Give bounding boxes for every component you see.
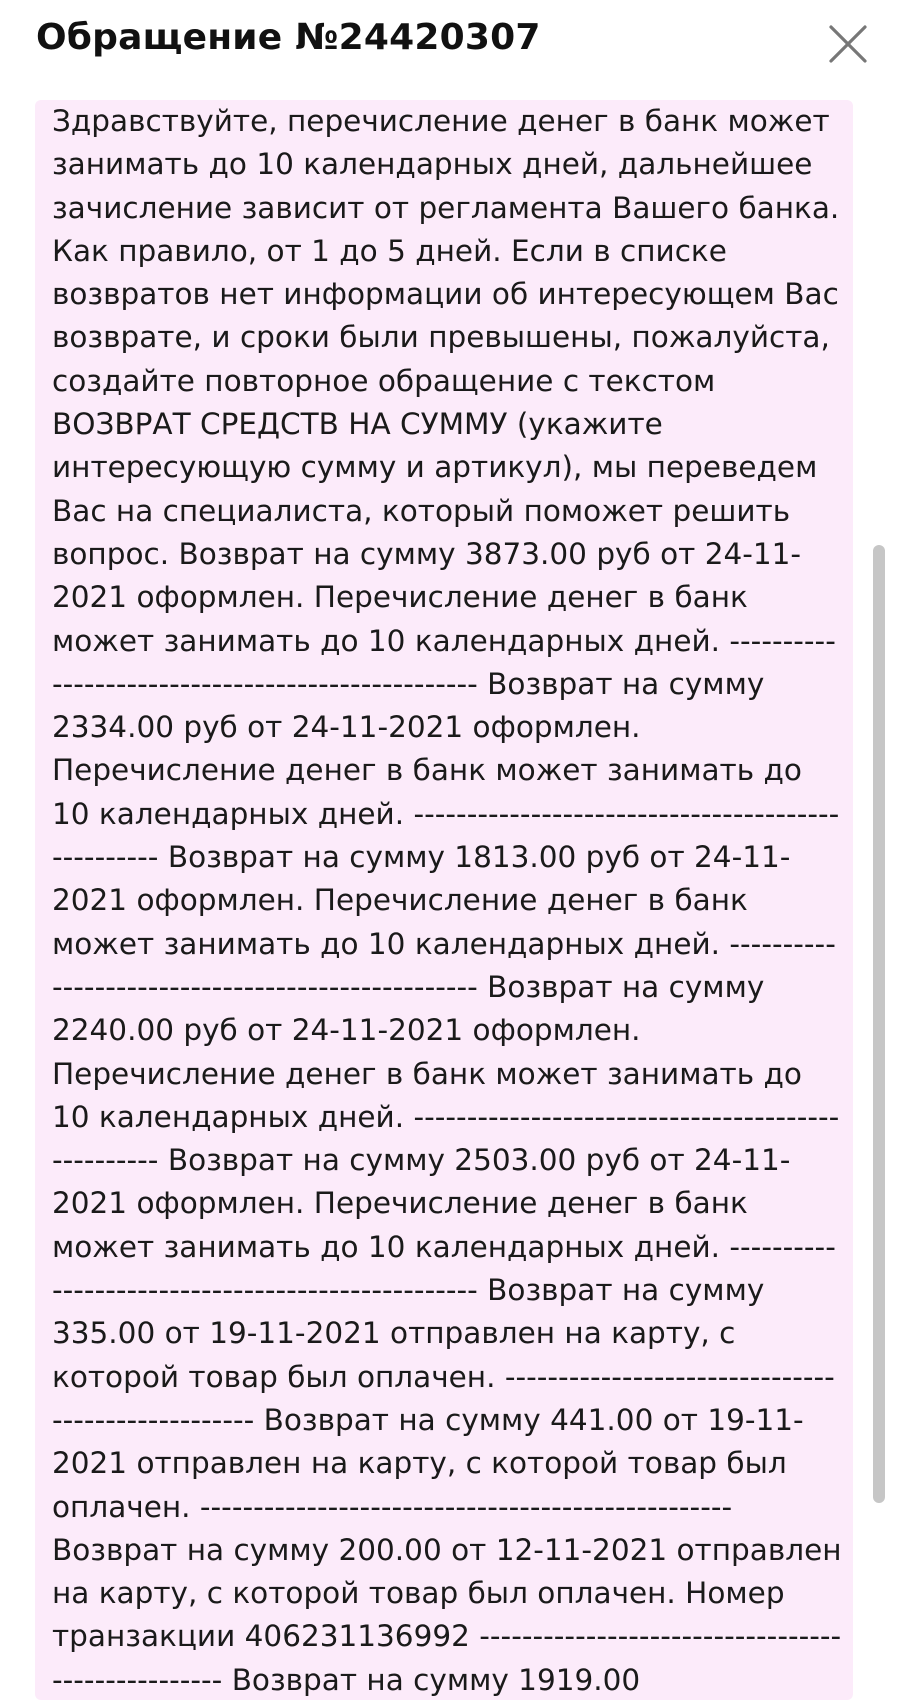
- message-text: Здравствуйте, перечисление денег в банк может занимать до 10 календарных дней, дальнейшее зачисление зависит от регламента Вашего банка. Как правило, от 1 до 5 дней. Если в списке возвратов нет информации об интересующем Вас возврате, и сроки были превышены, пожалуйста, создайте повторное обращение с текстом ВОЗВРАТ СРЕДСТВ НА СУММУ (укажите интересующую сумму и артикул), мы переведем Вас на специалиста, который поможет решить вопрос. Возврат на сумму 3873.00 руб от 24-11-2021 оформлен. Перечисление денег в банк может занимать до 10 календарных дней. -------------------------------------------------- Возврат на сумму 2334.00 руб от 24-11-2021 оформлен. Перечисление денег в банк может занимать до 10 календарных дней. -------------------------------------------------- Возврат на сумму 1813.00 руб от 24-11-2021 оформлен. Перечисление денег в банк может занимать до 10 календарных дней. -------------------------------------------------- Возврат на сумму 2240.00 руб от 24-11-2021 оформлен. Перечисление денег в банк может занимать до 10 календарных дней. -------------------------------------------------- Возврат на сумму 2503.00 руб от 24-11-2021 оформлен. Перечисление денег в банк может занимать до 10 календарных дней. -------------------------------------------------- Возврат на сумму 335.00 от 19-11-2021 отправлен на карту, с которой товар был оплачен. -------------------------------------------------- Возврат на сумму 441.00 от 19-11-2021 отправлен на карту, с которой товар был оплачен. -------------------------------------------------- Возврат на сумму 200.00 от 12-11-2021 отправлен на карту, с которой товар был оплачен. Номер транзакции 406231136992 -------------------------------------------------- Возврат на сумму 1919.00: [52, 104, 842, 1697]
- close-button[interactable]: [822, 18, 874, 70]
- message-bubble: [35, 100, 853, 1700]
- dialog-header: [0, 0, 900, 90]
- scrollbar-thumb[interactable]: [873, 545, 885, 1503]
- page-title: Обращение №24420307: [36, 17, 541, 58]
- close-icon: [822, 18, 874, 70]
